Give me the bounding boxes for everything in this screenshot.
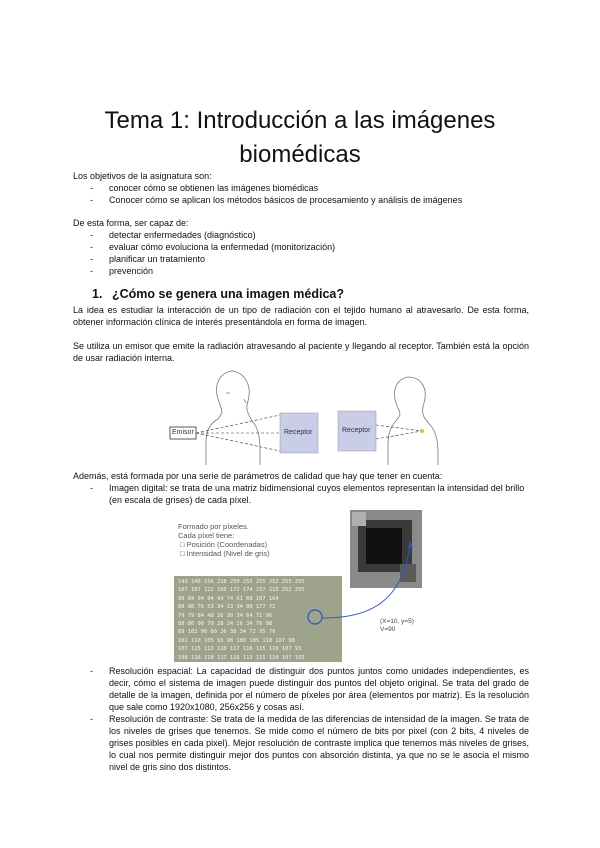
capabilities-list (73, 229, 529, 277)
patient-silhouette-left (206, 371, 260, 465)
capabilities-block (73, 217, 529, 277)
list-item: - Conocer cómo se aplican los métodos básicos de procesamiento y análisis de imágenes (73, 194, 529, 206)
radiation-diagram-svg (160, 365, 460, 465)
ray-line (376, 431, 422, 439)
list-item: - prevención (73, 265, 529, 277)
section-heading (92, 287, 344, 301)
section-number: 1. (92, 287, 103, 301)
receptor-label: Receptor (342, 427, 371, 434)
value-text: V=90 (380, 626, 396, 633)
quality-list-a (73, 482, 529, 506)
list-item: - planificar un tratamiento (73, 253, 529, 265)
matrix-row: 79 79 84 48 26 30 34 64 71 96 (178, 612, 273, 619)
ray-line (376, 425, 422, 431)
arrow-head (408, 540, 413, 548)
objectives-intro: Los objetivos de la asignatura son: (73, 171, 212, 181)
section-paragraph-2: Se utiliza un emisor que emite la radiación atravesando al paciente y llegando al receptor. También está la opción de usar radiación interna. (73, 341, 529, 363)
title-line-1: Tema 1: Introducción a las imágenes (104, 107, 496, 134)
ray-line (196, 415, 280, 433)
list-item: - detectar enfermedades (diagnóstico) (73, 229, 529, 241)
patient-silhouette-right (388, 377, 438, 465)
matrix-row: 107 115 113 110 117 116 115 110 107 93 (178, 646, 302, 653)
quality-intro: Además, está formada por una serie de parámetros de calidad que hay que tener en cuenta: (73, 471, 443, 481)
ray-line (196, 433, 280, 451)
matrix-row: 88 86 76 53 34 13 34 80 177 72 (178, 604, 276, 611)
matrix-row: 90 84 94 94 94 74 61 68 107 164 (178, 595, 279, 602)
list-item: - evaluar cómo evoluciona la enfermedad (monitorización) (73, 241, 529, 253)
receptor-label: Receptor (284, 429, 313, 436)
matrix-row: 143 146 156 218 250 255 255 252 255 255 (178, 579, 305, 585)
matrix-row: 102 110 105 93 98 100 105 110 107 98 (178, 637, 295, 644)
caption-line: □ Posición (Coordenadas) (180, 540, 268, 549)
highlight-circle (308, 610, 322, 624)
caption-line: Formado por píxeles. (178, 522, 249, 531)
caption-line: Cada píxel tiene: (178, 531, 235, 540)
objectives-list (73, 182, 529, 206)
pixel-arrow-svg (172, 508, 427, 663)
matrix-row: 88 86 90 79 28 24 26 34 76 98 (178, 621, 273, 628)
objectives-block (73, 170, 529, 206)
emisor-label: Emisor (172, 429, 194, 436)
title-line-2: biomédicas (239, 141, 361, 168)
pixel-matrix-figure (172, 508, 427, 663)
source-point (420, 429, 424, 433)
radiation-diagram (160, 365, 460, 465)
caption-line: □ Intensidad (Nivel de gris) (180, 549, 270, 558)
matrix-row: 89 102 90 80 26 38 34 72 95 70 (178, 629, 276, 636)
pixel-coords (380, 618, 414, 634)
list-item: - Resolución de contraste: Se trata de la medida de las diferencias de intensidad de la imagen. Se trata de los niveles de grises que tenemos. Se mide como el número de bits por pixel (con 2 bits, 4 niveles de grises posibles en cada pixel). Mejor resolución de contraste implica que tenemos más niveles de grises, lo cual nos permite distinguir mejor dos puntos con absorción distinta, ya que no se le asocia el mismo nivel de gris sino dos distintos. (73, 713, 529, 773)
list-item: - conocer cómo se obtienen las imágenes biomédicas (73, 182, 529, 194)
section-paragraph-1: La idea es estudiar la interacción de un tipo de radiación con el tejido humano al atravesarlo. De esta forma, obtener información clínica de interés presentándola en forma de imagen. (73, 305, 529, 327)
list-item: - Resolución espacial: La capacidad de distinguir dos puntos juntos como unidades independientes, es decir, cómo el sistema de imagen puede distinguir dos puntos del objeto original. Se trata del grado de detalle de la imagen, definida por el número de píxeles por área (elementos por matriz). Es la resolución que sale como 1920x1080, 256x256 y cosas así. (73, 665, 529, 713)
coords-text: (X=10, y=5) (380, 618, 414, 625)
matrix-row: 108 116 118 117 116 113 115 110 107 103 (178, 654, 305, 661)
pointer-arrow (322, 544, 410, 618)
matrix-row: 107 107 122 160 172 174 237 215 252 255 (178, 587, 305, 594)
list-item: - Imagen digital: se trata de una matriz bidimensional cuyos elementos representan la intensidad del brillo (en escala de grises) de cada píxel. (73, 482, 529, 506)
page-title (40, 104, 560, 172)
capabilities-intro: De esta forma, ser capaz de: (73, 218, 189, 228)
quality-list-b (73, 665, 529, 773)
section-heading-text: ¿Cómo se genera una imagen médica? (112, 287, 345, 301)
